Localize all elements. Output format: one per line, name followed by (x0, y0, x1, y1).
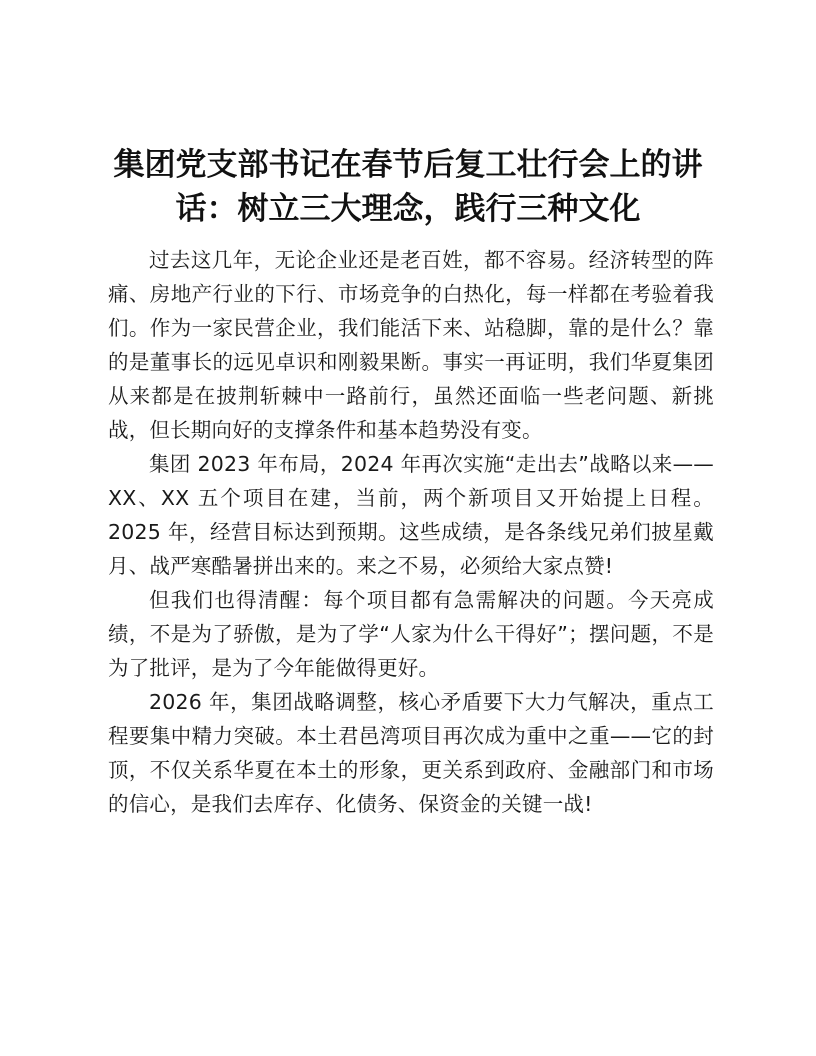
document-title-line-2: 话：树立三大理念，践行三种文化 (175, 191, 641, 227)
body-paragraph-4: 2026 年，集团战略调整，核心矛盾要下大力气解决，重点工程要集中精力突破。本土君邑湾项目再次成为重中之重——它的封顶，不仅关系华夏在本土的形象，更关系到政府、金融部门和市场的信心，是我们去库存、化债务、保资金的关键一战! (108, 690, 714, 816)
body-paragraph-2: 集团 2023 年布局，2024 年再次实施“走出去”战略以来——XX、XX 五个项目在建，当前，两个新项目又开始提上日程。2025 年，经营目标达到预期。这些成绩，是各条线兄弟们披星戴月、战严寒酷暑拼出来的。来之不易，必须给大家点赞! (108, 452, 714, 578)
document-body (108, 243, 714, 821)
document-title-line-1: 集团党支部书记在春节后复工壮行会上的讲 (113, 147, 703, 183)
document-title (100, 143, 716, 231)
body-paragraph-3: 但我们也得清醒：每个项目都有急需解决的问题。今天亮成绩，不是为了骄傲，是为了学“人家为什么干得好”；摆问题，不是为了批评，是为了今年能做得更好。 (108, 588, 714, 680)
body-paragraph-1: 过去这几年，无论企业还是老百姓，都不容易。经济转型的阵痛、房地产行业的下行、市场竞争的白热化，每一样都在考验着我们。作为一家民营企业，我们能活下来、站稳脚，靠的是什么？靠的是董事长的远见卓识和刚毅果断。事实一再证明，我们华夏集团从来都是在披荆斩棘中一路前行，虽然还面临一些老问题、新挑战，但长期向好的支撑条件和基本趋势没有变。 (108, 248, 714, 442)
